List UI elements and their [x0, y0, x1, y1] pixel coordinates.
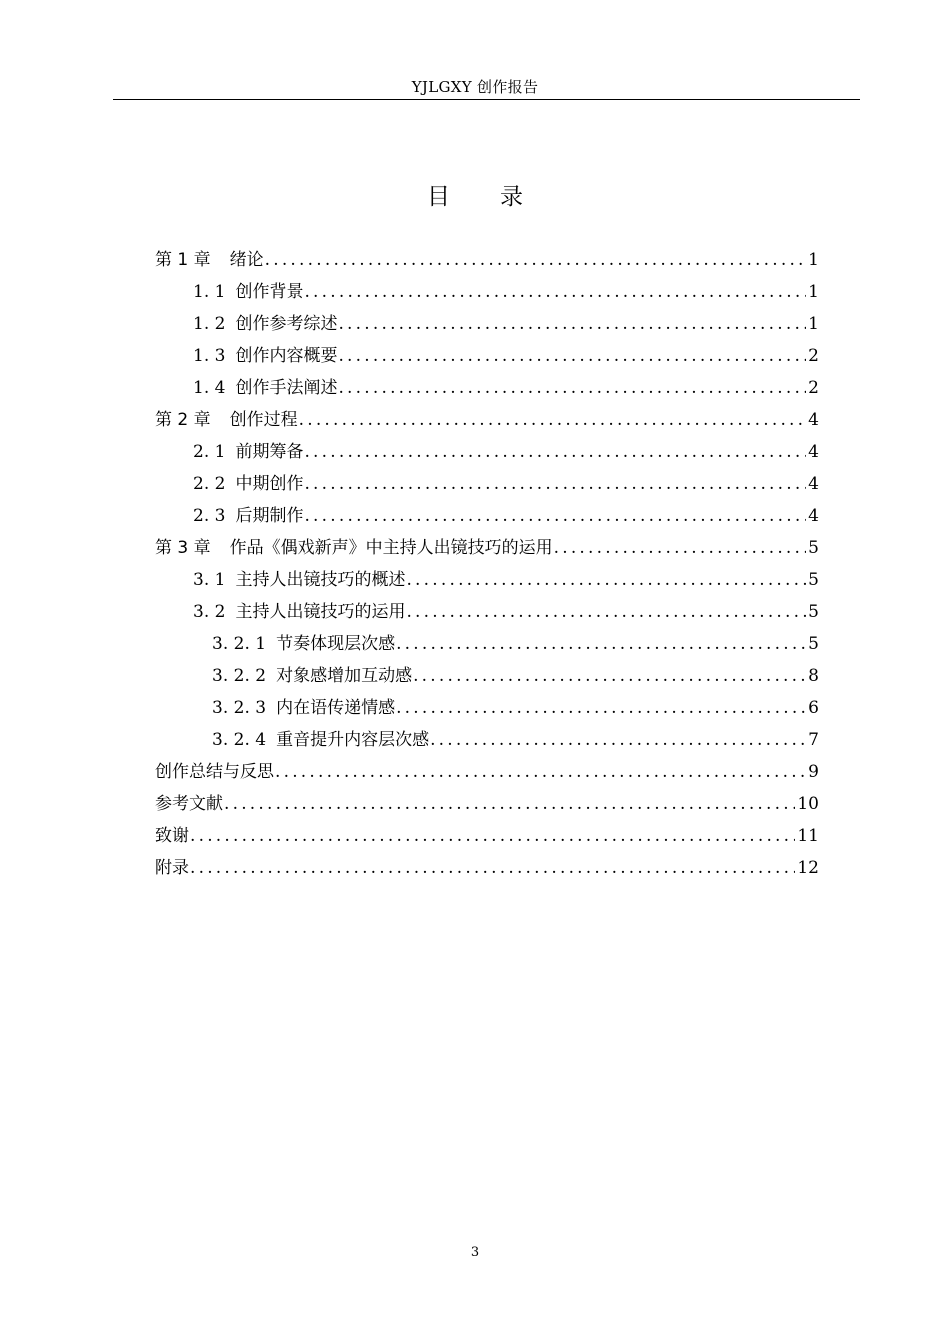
toc-entry[interactable] — [155, 820, 819, 852]
toc-entry-label: 创作总结与反思 — [155, 762, 274, 782]
toc-entry-page: 11 — [797, 826, 819, 846]
toc-entry[interactable] — [155, 756, 819, 788]
toc-entry-label: 致谢 — [155, 826, 189, 846]
dot-leader — [406, 564, 806, 596]
toc-entry[interactable] — [155, 340, 819, 372]
toc-entry-number: 3. 1 — [193, 570, 226, 590]
toc-entry[interactable] — [155, 372, 819, 404]
table-of-contents — [155, 244, 819, 884]
dot-leader — [304, 276, 806, 308]
toc-entry-page: 1 — [808, 282, 819, 302]
toc-entry-page: 6 — [808, 698, 819, 718]
running-header: YJLGXY 创作报告 — [411, 78, 539, 96]
toc-entry-number: 第 1 章 — [155, 250, 211, 270]
toc-entry-label: 中期创作 — [235, 474, 304, 494]
toc-entry-number: 3. 2. 4 — [212, 730, 267, 750]
toc-entry-page: 2 — [808, 346, 819, 366]
toc-entry-number: 2. 2 — [193, 474, 226, 494]
toc-entry-number: 3. 2. 1 — [212, 634, 267, 654]
toc-entry-page: 5 — [808, 570, 819, 590]
toc-entry-label: 创作内容概要 — [235, 346, 338, 366]
toc-entry-number: 3. 2 — [193, 602, 226, 622]
toc-entry-number: 1. 1 — [193, 282, 226, 302]
toc-entry[interactable] — [155, 852, 819, 884]
toc-entry-page: 9 — [808, 762, 819, 782]
toc-entry-page: 5 — [808, 634, 819, 654]
toc-entry-label: 前期筹备 — [235, 442, 304, 462]
dot-leader — [190, 820, 795, 852]
toc-entry-label: 主持人出镜技巧的概述 — [235, 570, 406, 590]
toc-entry[interactable] — [155, 692, 819, 724]
toc-entry-label: 节奏体现层次感 — [276, 634, 396, 654]
toc-entry[interactable] — [155, 500, 819, 532]
page-number: 3 — [470, 1245, 480, 1260]
toc-entry-number: 1. 3 — [193, 346, 226, 366]
toc-entry-number: 2. 1 — [193, 442, 226, 462]
toc-entry[interactable] — [155, 724, 819, 756]
dot-leader — [275, 756, 806, 788]
toc-entry-label: 内在语传递情感 — [276, 698, 396, 718]
toc-entry-page: 10 — [797, 794, 819, 814]
dot-leader — [304, 500, 806, 532]
toc-entry-page: 12 — [797, 858, 819, 878]
toc-entry-number: 2. 3 — [193, 506, 226, 526]
toc-entry-label: 绪论 — [229, 250, 264, 270]
toc-entry[interactable] — [155, 308, 819, 340]
toc-entry-label: 创作背景 — [235, 282, 304, 302]
toc-entry[interactable] — [155, 468, 819, 500]
toc-entry-label: 对象感增加互动感 — [276, 666, 413, 686]
toc-entry-page: 4 — [808, 410, 819, 430]
toc-entry-label: 作品《偶戏新声》中主持人出镜技巧的运用 — [229, 538, 553, 558]
dot-leader — [304, 436, 806, 468]
dot-leader — [413, 660, 806, 692]
toc-entry[interactable] — [155, 532, 819, 564]
toc-entry-page: 7 — [808, 730, 819, 750]
toc-entry-label: 参考文献 — [155, 794, 223, 814]
toc-entry-label: 重音提升内容层次感 — [276, 730, 430, 750]
toc-entry-label: 后期制作 — [235, 506, 304, 526]
dot-leader — [406, 596, 806, 628]
toc-title-char-1: 目 — [427, 184, 450, 210]
toc-entry-number: 3. 2. 3 — [212, 698, 267, 718]
toc-entry[interactable] — [155, 404, 819, 436]
dot-leader — [304, 468, 806, 500]
toc-entry-page: 5 — [808, 538, 819, 558]
dot-leader — [554, 532, 807, 564]
dot-leader — [265, 244, 807, 276]
dot-leader — [338, 308, 806, 340]
toc-entry-label: 创作过程 — [229, 410, 298, 430]
toc-entry[interactable] — [155, 628, 819, 660]
dot-leader — [338, 340, 806, 372]
toc-entry-label: 创作参考综述 — [235, 314, 338, 334]
header-rule — [113, 99, 860, 100]
toc-entry-page: 5 — [808, 602, 819, 622]
dot-leader — [190, 852, 795, 884]
toc-entry[interactable] — [155, 436, 819, 468]
toc-entry-number: 1. 4 — [193, 378, 226, 398]
toc-entry-page: 8 — [808, 666, 819, 686]
toc-entry-page: 1 — [808, 314, 819, 334]
toc-entry[interactable] — [155, 788, 819, 820]
toc-entry-label: 附录 — [155, 858, 189, 878]
toc-title — [0, 178, 950, 211]
toc-entry[interactable] — [155, 660, 819, 692]
toc-entry-label: 主持人出镜技巧的运用 — [235, 602, 406, 622]
toc-entry-page: 4 — [808, 506, 819, 526]
dot-leader — [430, 724, 806, 756]
toc-title-char-2: 录 — [500, 184, 523, 210]
toc-entry-number: 3. 2. 2 — [212, 666, 267, 686]
toc-entry[interactable] — [155, 564, 819, 596]
dot-leader — [396, 628, 806, 660]
toc-entry-label: 创作手法阐述 — [235, 378, 338, 398]
dot-leader — [224, 788, 795, 820]
dot-leader — [396, 692, 806, 724]
toc-entry-number: 1. 2 — [193, 314, 226, 334]
toc-entry-page: 4 — [808, 474, 819, 494]
toc-entry[interactable] — [155, 276, 819, 308]
toc-entry-number: 第 2 章 — [155, 410, 211, 430]
toc-entry-page: 1 — [808, 250, 819, 270]
dot-leader — [338, 372, 806, 404]
toc-entry[interactable] — [155, 244, 819, 276]
toc-entry-page: 4 — [808, 442, 819, 462]
dot-leader — [299, 404, 807, 436]
toc-entry[interactable] — [155, 596, 819, 628]
toc-entry-page: 2 — [808, 378, 819, 398]
toc-entry-number: 第 3 章 — [155, 538, 211, 558]
